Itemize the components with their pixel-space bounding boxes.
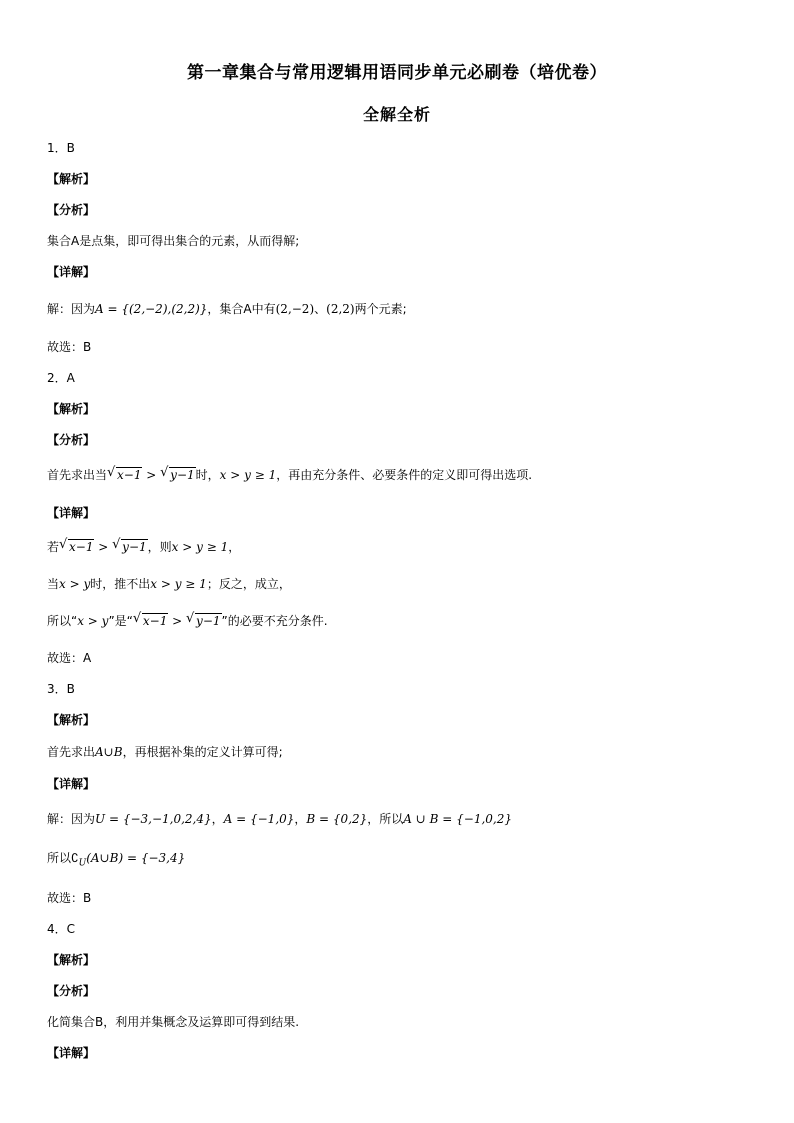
q2-jiexi-heading: 【解析】 [47,402,96,416]
set-b: B = {0,2} [306,812,368,826]
q1-choose: 故选：B [47,340,92,354]
inequality: x > y [77,614,109,628]
q2-text: ；反之，成立， [206,577,291,591]
radicand: y−1 [170,468,195,482]
radicand: y−1 [122,540,147,554]
q3-detail-line-2 [47,850,185,871]
sqrt-expression [59,539,94,555]
gt-sign: > [142,468,161,482]
q2-detail-line-2 [47,576,291,592]
q2-detail-line-3 [47,613,328,629]
q3-text: ，所以 [367,812,404,826]
q2-xiangjie-heading: 【详解】 [47,506,96,520]
q2-text: ”的必要不充分条件. [221,614,328,628]
sqrt-expression [133,613,168,629]
q3-detail-line-1 [47,811,512,827]
q1-point-2: (2,2) [326,302,355,316]
q1-fenxi-text: 集合A是点集，即可得出集合的元素，从而得解; [47,234,300,248]
radicand: x−1 [117,468,142,482]
q2-text: ， [228,540,241,554]
sqrt-expression [186,613,221,629]
q2-choose: 故选：A [47,651,92,665]
q2-text: ，则 [147,540,172,554]
q2-fenxi-heading: 【分析】 [47,433,96,447]
page-subtitle: 全解全析 [362,105,431,124]
q3-text: 所以 [47,851,72,865]
set-a: A = {−1,0} [223,812,295,826]
q3-text: 解：因为 [47,812,96,826]
inequality: x > y ≥ 1 [219,468,277,482]
q2-text: 时，推不出 [90,577,151,591]
gt-sign: > [94,540,113,554]
q2-text: ”是“ [108,614,133,628]
q1-jiexi-heading: 【解析】 [47,172,96,186]
gt-sign: > [168,614,187,628]
q3-text: 首先求出 [47,745,96,759]
q4-answer: 4．C [47,922,76,936]
inequality: x > y [59,577,91,591]
complement-symbol: ∁ [71,851,79,865]
q2-text: 当 [47,577,60,591]
q1-sol-text: 两个元素; [354,302,407,316]
q1-xiangjie-heading: 【详解】 [47,265,96,279]
radicand: y−1 [196,614,221,628]
sqrt-expression [107,467,142,483]
q2-fenxi-text [47,467,532,483]
q2-text: 时， [195,468,220,482]
q2-text: ，再由充分条件、必要条件的定义即可得出选项. [276,468,533,482]
q3-fenxi-text [47,744,283,760]
q3-xiangjie-heading: 【详解】 [47,777,96,791]
q1-point-1: (2,−2) [275,302,315,316]
radicand: x−1 [69,540,94,554]
q2-text: 首先求出当 [47,468,108,482]
q2-text: 所以“ [47,614,78,628]
q3-jiexi-heading: 【解析】 [47,713,96,727]
q1-fenxi-heading: 【分析】 [47,203,96,217]
inequality: x > y ≥ 1 [150,577,207,591]
q2-detail-line-1 [47,539,240,555]
q4-xiangjie-heading: 【详解】 [47,1046,96,1060]
set-u: U = {−3,−1,0,2,4} [95,812,212,826]
q1-sol-text: 、 [314,302,327,316]
q2-answer: 2．A [47,371,75,385]
q1-set-a-formula: A = {(2,−2),(2,2)} [95,302,208,316]
q1-answer: 1．B [47,141,75,155]
q4-jiexi-heading: 【解析】 [47,953,96,967]
complement-subscript: U [78,858,87,869]
q4-fenxi-heading: 【分析】 [47,984,96,998]
q3-answer: 3．B [47,682,75,696]
q3-text: ， [211,812,224,826]
q3-text: ， [294,812,307,826]
page-title: 第一章集合与常用逻辑用语同步单元必刷卷（培优卷） [187,63,607,83]
q3-choose: 故选：B [47,891,92,905]
union-expression: A∪B [95,745,123,759]
union-result: A ∪ B = {−1,0,2} [403,812,513,826]
complement-result: (A∪B) = {−3,4} [86,851,186,865]
sqrt-expression [112,539,147,555]
inequality: x > y ≥ 1 [171,540,229,554]
q3-text: ，再根据补集的定义计算可得; [122,745,283,759]
q4-fenxi-text: 化简集合B，利用并集概念及运算即可得到结果. [47,1015,300,1029]
q1-sol-text: ，集合A中有 [207,302,276,316]
q1-solution [47,301,407,317]
q2-text: 若 [47,540,60,554]
radicand: x−1 [142,614,168,628]
q1-sol-text: 解：因为 [47,302,96,316]
sqrt-expression [160,467,195,483]
